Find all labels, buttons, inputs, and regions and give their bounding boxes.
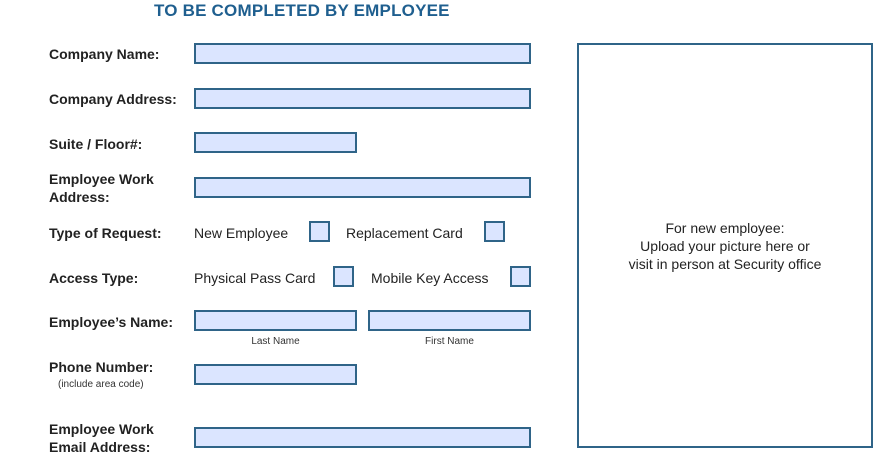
mobile-key-access-option-label: Mobile Key Access (371, 270, 489, 286)
physical-pass-card-option-label: Physical Pass Card (194, 270, 316, 286)
phone-hint: (include area code) (58, 379, 144, 390)
replacement-card-option-label: Replacement Card (346, 225, 463, 241)
request-type-label: Type of Request: (49, 225, 162, 241)
physical-pass-card-checkbox[interactable] (333, 266, 354, 287)
mobile-key-access-checkbox[interactable] (510, 266, 531, 287)
photo-instructions (629, 219, 822, 273)
photo-instruction-line: visit in person at Security office (628, 255, 822, 272)
last-name-caption: Last Name (251, 336, 300, 347)
work-address-label-line1: Employee Work (49, 171, 154, 187)
replacement-card-checkbox[interactable] (484, 221, 505, 242)
photo-instruction-line: Upload your picture here or (640, 237, 810, 254)
company-address-label: Company Address: (49, 91, 177, 107)
phone-number-label: Phone Number: (49, 359, 154, 375)
last-name-field[interactable] (194, 310, 357, 331)
suite-floor-label: Suite / Floor#: (49, 136, 143, 152)
company-name-label: Company Name: (49, 46, 160, 62)
email-label-line1: Employee Work (49, 421, 154, 437)
work-address-field[interactable] (194, 177, 531, 198)
photo-upload-box[interactable] (577, 43, 873, 448)
phone-number-field[interactable] (194, 364, 357, 385)
photo-instruction-line: For new employee: (665, 219, 785, 236)
access-type-label: Access Type: (49, 270, 139, 286)
company-name-field[interactable] (194, 43, 531, 64)
employee-name-label: Employee’s Name: (49, 314, 173, 330)
company-address-field[interactable] (194, 88, 531, 109)
email-field[interactable] (194, 427, 531, 448)
suite-floor-field[interactable] (194, 132, 357, 153)
first-name-caption: First Name (425, 336, 474, 347)
email-label-line2: Email Address: (49, 439, 151, 455)
first-name-field[interactable] (368, 310, 531, 331)
new-employee-checkbox[interactable] (309, 221, 330, 242)
work-address-label-line2: Address: (49, 189, 110, 205)
new-employee-option-label: New Employee (194, 225, 289, 241)
page-title: TO BE COMPLETED BY EMPLOYEE (154, 1, 450, 20)
